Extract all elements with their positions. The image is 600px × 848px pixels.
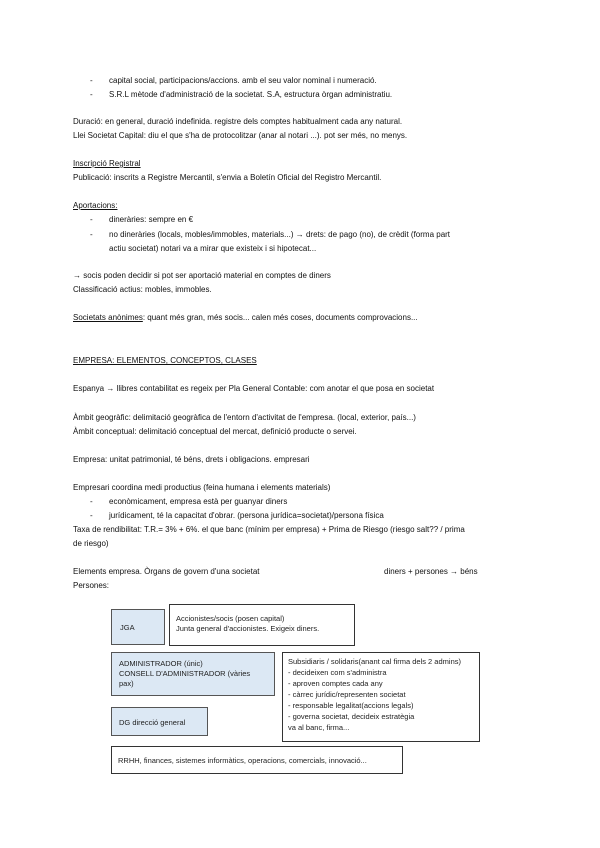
subsidiaris-line: va al banc, firma... xyxy=(288,723,350,732)
accionistes-line: Accionistes/socis (posen capital) xyxy=(176,614,285,623)
rrhh-label: RRHH, finances, sistemes informàtics, operacions, comercials, innovació... xyxy=(118,756,367,765)
admin-line: ADMINISTRADOR (únic) xyxy=(119,659,203,668)
inscripcio-heading: Inscripció Registral xyxy=(73,159,141,168)
subsidiaris-box xyxy=(282,652,480,742)
societats-anonimes xyxy=(73,312,418,323)
subsidiaris-line: Subsidiaris / solidaris(anant cal firma dels 2 admins) xyxy=(288,657,461,666)
bullet-juridicament: jurídicament, té la capacitat d'obrar. (persona jurídica=societat)/persona física xyxy=(109,511,384,520)
administrador-box xyxy=(111,652,275,696)
bullet-dash: - xyxy=(90,215,93,224)
ambit-conceptual: Àmbit conceptual: delimitació conceptual del mercat, definició producte o servei. xyxy=(73,427,357,436)
bullet-capital: capital social, participacions/accions. amb el seu valor nominal i numeració. xyxy=(109,76,377,85)
bullet-dash: - xyxy=(90,230,93,239)
bullet-srl: S.R.L mètode d'administració de la societat. S.A, estructura òrgan administratiu. xyxy=(109,90,393,99)
bullet-no-dineraries-cont: actiu societat) notari va a mirar que existeix i si hipotecat... xyxy=(109,244,317,253)
consell-line: CONSELL D'ADMINISTRADOR (vàries xyxy=(119,669,251,678)
empresari-text: Empresari coordina medi productius (feina humana i elements materials) xyxy=(73,483,331,492)
socis-text: → socis poden decidir si pot ser aportació material en comptes de diners xyxy=(73,271,331,280)
bullet-dash: - xyxy=(90,511,93,520)
espanya-text: Espanya → llibres contabilitat es regeix per Pla General Contable: com anotar el que posa en societat xyxy=(73,384,435,393)
ambit-geografic: Àmbit geogràfic: delimitació geogràfica de l'entorn d'activitat de l'empresa. (local, exterior, país...) xyxy=(73,413,416,422)
aportacions-heading: Aportacions: xyxy=(73,201,118,210)
subsidiaris-line: - aproven comptes cada any xyxy=(288,679,383,688)
bullet-dash: - xyxy=(90,90,93,99)
subsidiaris-line: - decideixen com s'administra xyxy=(288,668,387,677)
societats-text: : quant més gran, més socis... calen més coses, documents comprovacions... xyxy=(142,313,418,322)
bullet-dineraries: dineràries: sempre en € xyxy=(109,215,194,224)
jga-label: JGA xyxy=(120,623,135,632)
accionistes-box xyxy=(169,604,355,646)
elements-formula: diners + persones → béns xyxy=(384,567,478,576)
taxa-text: Taxa de rendibilitat: T.R.= 3% + 6%. el que banc (mínim per empresa) + Prima de Riesgo (riesgo salt?? / prima xyxy=(73,525,465,534)
jga-box xyxy=(111,609,165,645)
empresa-definition: Empresa: unitat patrimonial, té béns, drets i obligacions. empresari xyxy=(73,455,310,464)
classificacio-text: Classificació actius: mobles, immobles. xyxy=(73,285,212,294)
taxa-text-cont: de riesgo) xyxy=(73,539,109,548)
persones-label: Persones: xyxy=(73,581,110,590)
dg-box xyxy=(111,707,208,736)
subsidiaris-line: - càrrec jurídic/representen societat xyxy=(288,690,406,699)
bullet-dash: - xyxy=(90,497,93,506)
publicacio-text: Publicació: inscrits a Registre Mercantil, s'envia a Boletín Oficial del Registro Mercantil. xyxy=(73,173,382,182)
dg-label: DG direcció general xyxy=(119,718,186,727)
empresa-heading: EMPRESA: ELEMENTOS, CONCEPTOS, CLASES xyxy=(73,356,257,365)
consell-line-cont: pax) xyxy=(119,679,134,688)
junta-line: Junta general d'accionistes. Exigeix diners. xyxy=(176,624,320,633)
subsidiaris-line: - governa societat, decideix estratègia xyxy=(288,712,415,721)
llei-text: Llei Societat Capital: diu el que s'ha de protocolitzar (anar al notari ...). pot ser més, no menys. xyxy=(73,131,408,140)
bullet-no-dineraries: no dineràries (locals, mobles/immobles, materials...) → drets: de pago (no), de crèdit (forma part xyxy=(109,230,451,239)
duracio-text: Duració: en general, duració indefinida. registre dels comptes habitualment cada any natural. xyxy=(73,117,403,126)
bullet-dash: - xyxy=(90,76,93,85)
societats-label: Societats anònimes xyxy=(73,313,143,322)
elements-empresa: Elements empresa. Òrgans de govern d'una societat xyxy=(73,567,260,576)
bullet-economicament: econòmicament, empresa està per guanyar diners xyxy=(109,497,288,506)
subsidiaris-line: - responsable legalitat(accions legals) xyxy=(288,701,414,710)
rrhh-box xyxy=(111,746,403,774)
